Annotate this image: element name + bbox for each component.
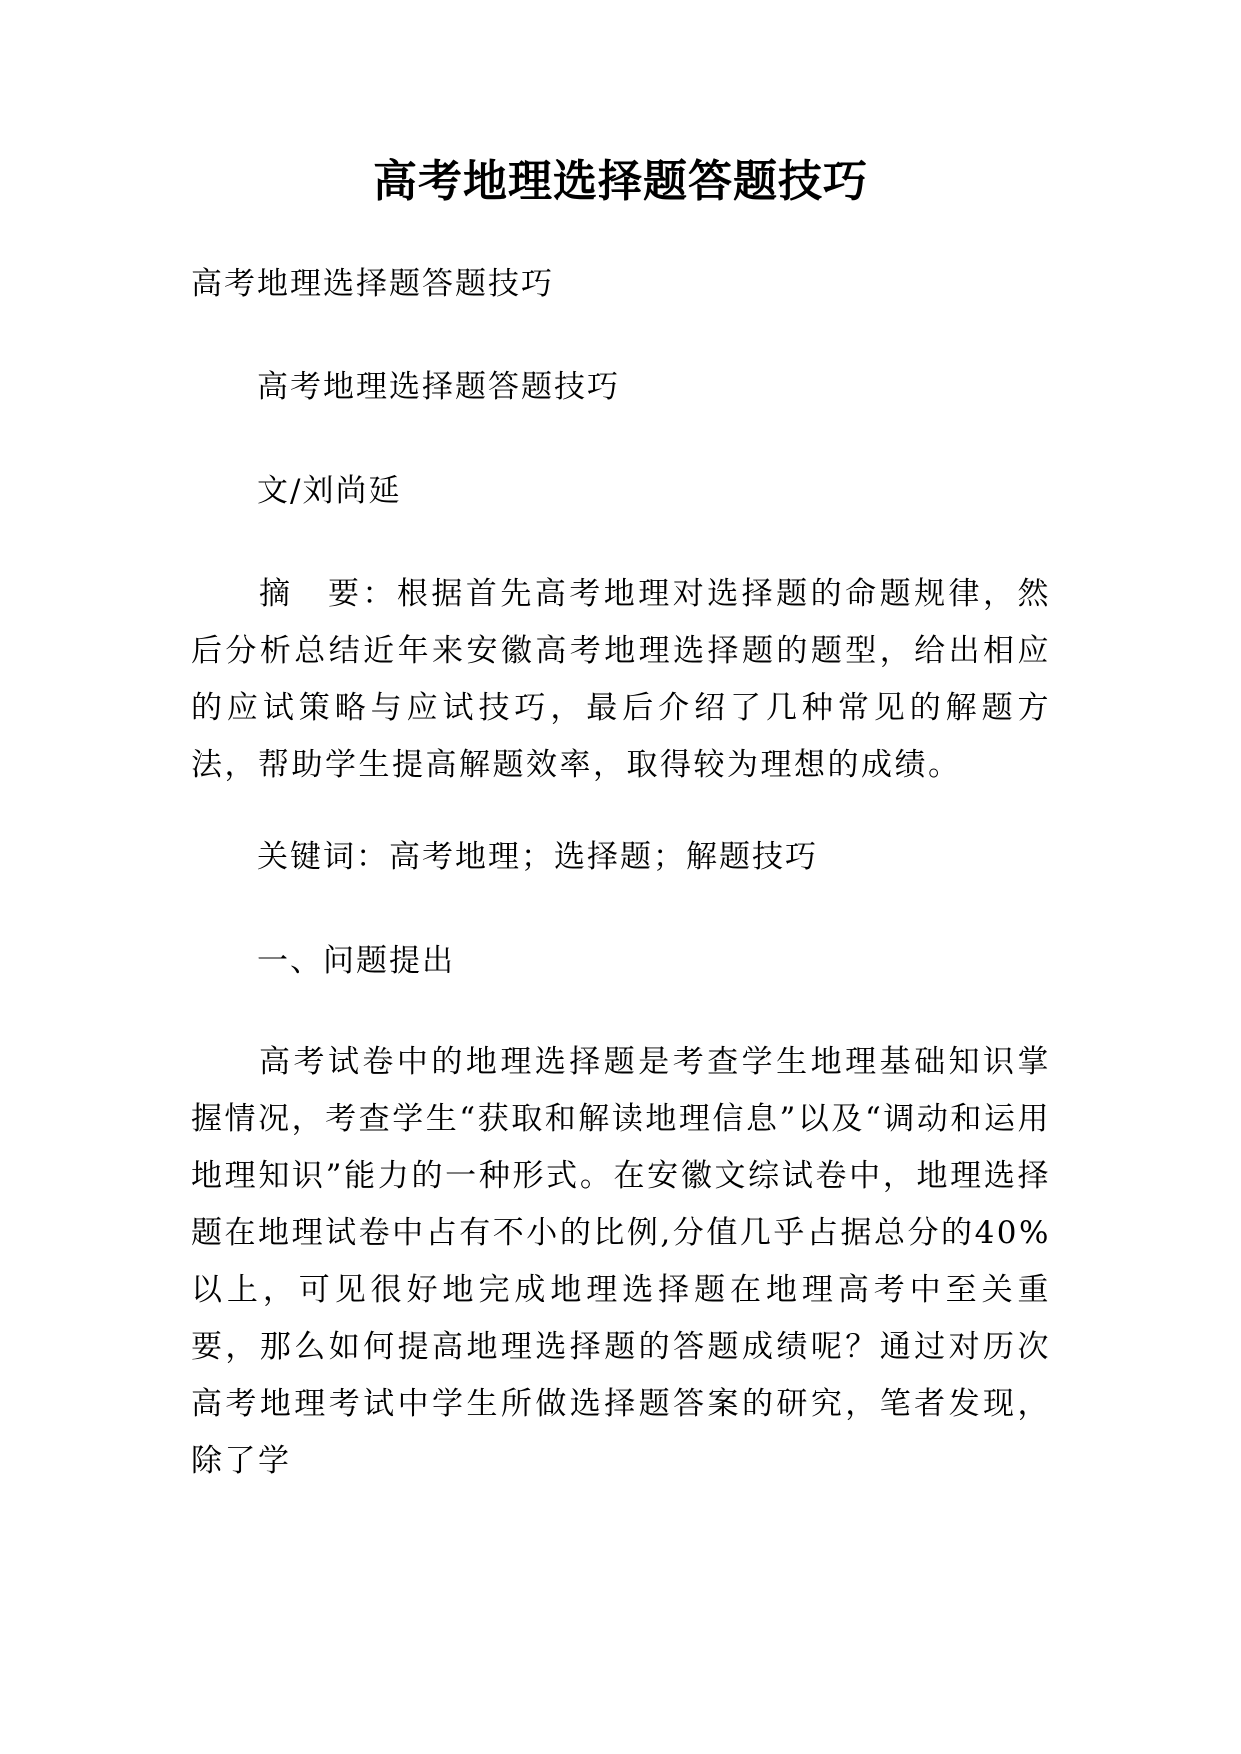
- abstract-paragraph: 摘 要：根据首先高考地理对选择题的命题规律，然后分析总结近年来安徽高考地理选择题的题型，给出相应的应试策略与应试技巧，最后介绍了几种常见的解题方法，帮助学生提高解题效率，取得较为理想的成绩。: [191, 576, 1051, 783]
- keywords-line: 关键词：高考地理；选择题；解题技巧: [257, 839, 818, 875]
- subtitle-line: 高考地理选择题答题技巧: [191, 266, 554, 302]
- body-paragraph: 高考试卷中的地理选择题是考查学生地理基础知识掌握情况，考查学生“获取和解读地理信息”以及“调动和运用地理知识”能力的一种形式。在安徽文综试卷中，地理选择题在地理试卷中占有不小的比例,分值几乎占据总分的40%以上，可见很好地完成地理选择题在地理高考中至关重要，那么如何提高地理选择题的答题成绩呢？通过对历次高考地理考试中学生所做选择题答案的研究，笔者发现，除了学: [191, 1044, 1051, 1479]
- document-title: 高考地理选择题答题技巧: [373, 156, 868, 207]
- subtitle-indented-line: 高考地理选择题答题技巧: [257, 369, 620, 405]
- section-heading: 一、问题提出: [257, 943, 455, 979]
- author-line: 文/刘尚延: [257, 473, 402, 509]
